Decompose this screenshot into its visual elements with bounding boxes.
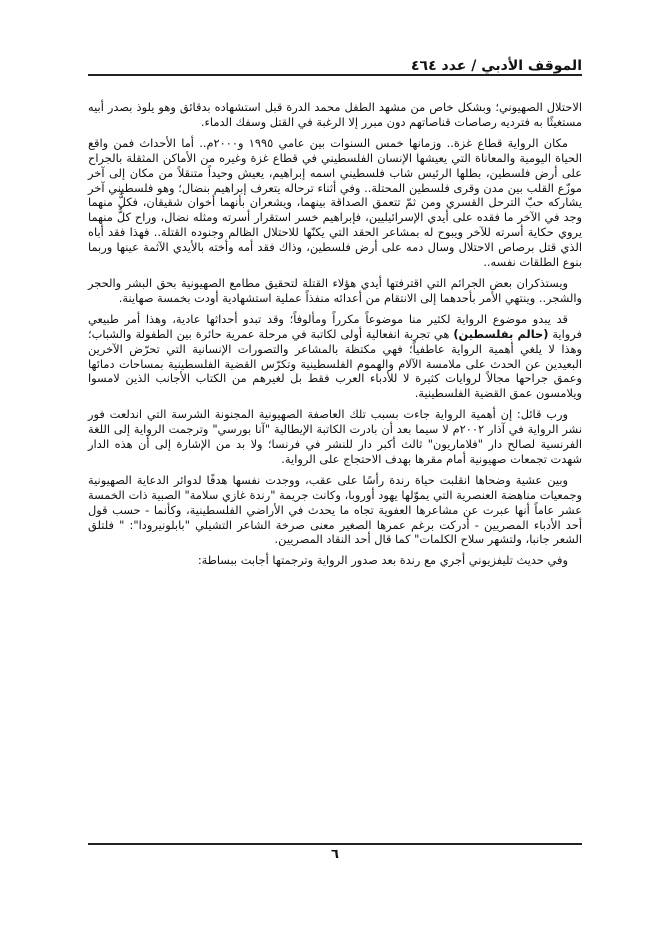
paragraph-2: مكان الرواية قطاع غزة.. وزمانها خمس السنوات بين عامي ١٩٩٥ و٢٠٠٠م.. أما الأحداث فمن واقع الحياة اليومية والمعاناة التي يعيشها الإنسان الفلسطيني في قطاع غزة وغيره من الأماكن المثقلة بالجراح على أرض فلسطين، بطلها الرئيس شاب فلسطيني اسمه إبراهيم، يعيش وحيداً متنقلاً من مكان إلى آخر موزّع القلب بين مدن وقرى فلسطين المحتلة.. وفي أثناء ترحاله يتعرف إبراهيم بنضال؛ وهو فلسطيني آخر يشاركه حبّ الترحل القسري ومن ثمّ تتعمق الصداقة بينهما، ويشعران بأنهما أخوان شقيقان، فكلٌّ منهما وجد في الآخر ما فقده على أيدي الإسرائيليين، فإبراهيم خسر استقرار أسرته ومثله نضال، وراح كلٌّ منهما يروي حكاية أسرته للآخر ويبوح له بمشاعر الحقد التي يكنّها للاحتلال الظالم وجنوده القتلة.. فهذا فقد أباه الذي قتل برصاص الاحتلال وسال دمه على أرض فلسطين، وذاك فقد أمه وأخته بالأيدي الآثمة عينها وربما بنوع الطلقات نفسه.. bbox=[88, 135, 582, 270]
paragraph-1: الاحتلال الصهيوني؛ وبشكل خاص من مشهد الطفل محمد الدرة قبل استشهاده بدقائق وهو يلوذ بصدر أبيه مستغيثًا به فترديه رصاصات قناصاتهم دون مبرر إلا الرغبة في القتل وسفك الدماء. bbox=[88, 100, 582, 129]
novel-title: (حالم بفلسطين) bbox=[453, 326, 549, 341]
paragraph-4-before: قد يبدو موضوع الرواية لكثير منا موضوعاً مكرراً ومألوفاً؛ وقد تبدو أحداثها عادية، وهذا أمر طبيعي فرواية bbox=[88, 311, 582, 341]
footer-rule bbox=[88, 843, 582, 845]
page-header bbox=[88, 58, 582, 80]
paragraph-5: ورب قائل: إن أهمية الرواية جاءت بسبب تلك العاصفة الصهيونية المجنونة الشرسة التي اندلعت فور نشر الرواية في آذار ٢٠٠٢م لا سيما بعد أن بادرت الكاتبة الإيطالية "آنا بورسي" وترجمت الرواية إلى اللغة الفرنسية لصالح دار "فلاماريون" ثالث أكبر دار للنشر في فرنسا؛ ولا بد من الإشارة إلى أن هذه الدار شهدت تجمعات صهيونية أمام مقرها بهدف الاحتجاج على الرواية. bbox=[88, 407, 582, 466]
journal-issue-title: الموقف الأدبي / عدد ٤٦٤ bbox=[405, 58, 582, 74]
article-body bbox=[88, 100, 582, 574]
paragraph-4-after: هي تجربة انفعالية أولى لكاتبة في مرحلة عمرية حائرة بين الطفولة والشباب؛ وهذا لا يلغي أهمية الرواية عاطفياً؛ فهي مكتظة بالمشاعر والتصورات الإنسانية التي تحرّض الآخرين البعيدين عن الحدث على ملامسة الآلام والهموم الفلسطينية وتكرّس القضية الفلسطينية بمساحات دمائها وعمق جراحها مجالاً لروايات كثيرة لا للأدباء العرب فقط بل لغيرهم من الكتاب الأجانب الذين لامسوا ويلامسون عمق القضية الفلسطينية. bbox=[88, 326, 582, 401]
page-number: ٦ bbox=[331, 847, 339, 862]
paragraph-7: وفي حديث تليفزيوني أجري مع رندة بعد صدور الرواية وترجمتها أجابت ببساطة: bbox=[197, 553, 568, 568]
paragraph-3: ويستذكران بعض الجرائم التي اقترفتها أيدي هؤلاء القتلة لتحقيق مطامع الصهيونية بحق البشر والحجر والشجر.. وينتهي الأمر بأحدهما إلى الانتقام من أعدائه منفذاً عملية استشهادية أودت بخمسة صهاينة. bbox=[88, 275, 582, 305]
page-footer bbox=[88, 843, 582, 862]
paragraph-4 bbox=[88, 312, 582, 401]
paragraph-6: وبين عشية وضحاها انقلبت حياة رندة رأسًا على عقب، ووجدت نفسها هدفًا لدوائر الدعاية الصهيونية وجمعيات مناهضة العنصرية التي يموّلها يهود أوروبا، وكانت جريمة "رندة غازي سلامة" الصبية ذات الخمسة عشر عاماً أنها عبرت عن مشاعرها العفوية تجاه ما يحدث في الأراضي الفلسطينية، وكأنما - حسب قول أحد الأدباء المصريين - أدركت برغم عمرها الصغير معنى صرخة الشاعر التشيلي "بابلونيرودا": " فلتلق الشعر جانبا، ولتشهر سلاح الكلمات" كما قال أحد النقاد المصريين. bbox=[88, 472, 582, 547]
header-rule bbox=[88, 74, 582, 76]
